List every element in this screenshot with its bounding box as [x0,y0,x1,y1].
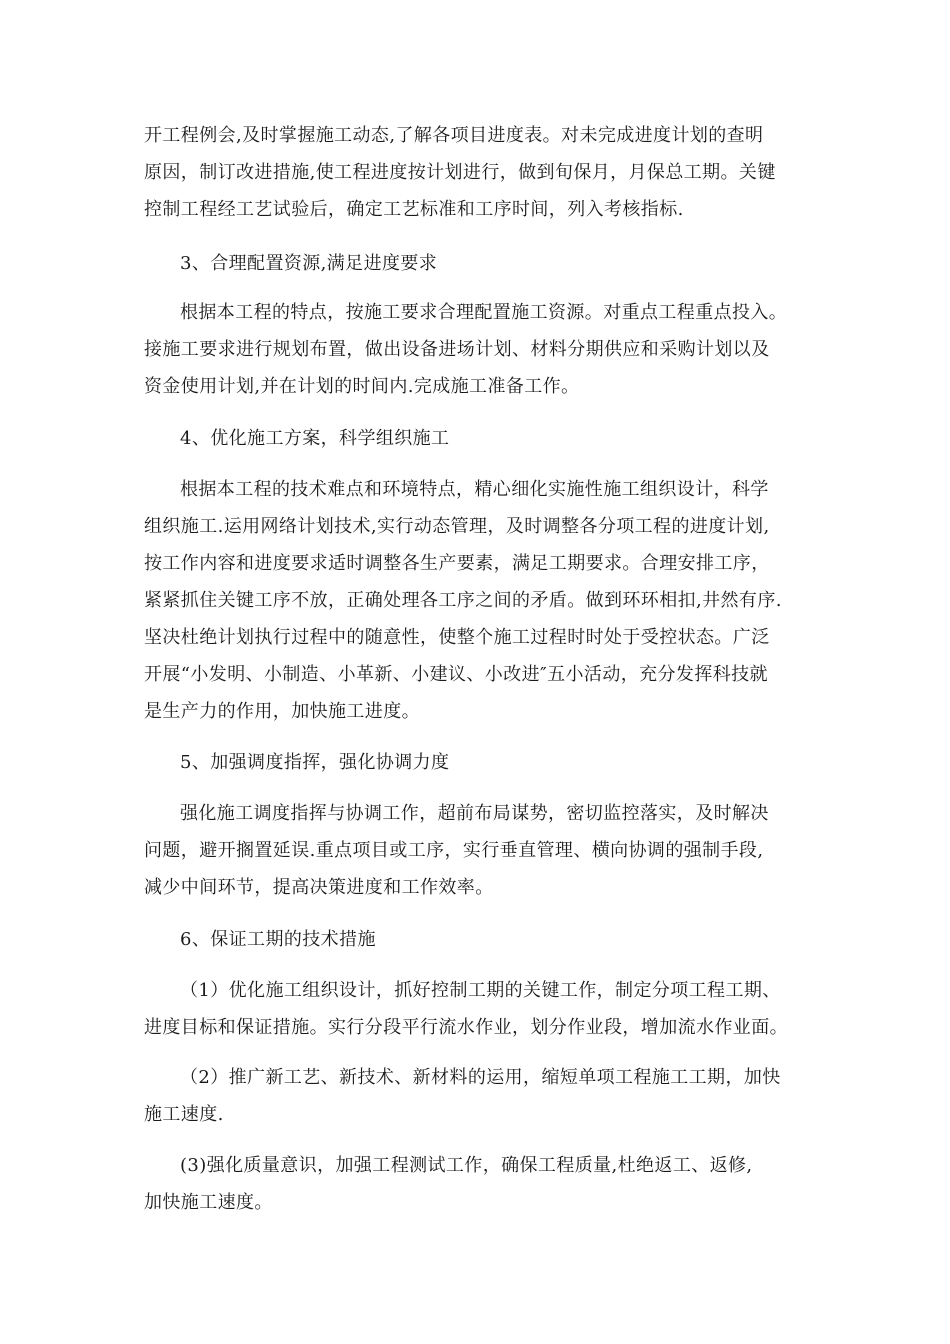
text-line: 接施工要求进行规划布置，做出设备进场计划、材料分期供应和采购计划以及 [144,339,770,360]
text-line: 紧紧抓住关键工序不放，正确处理各工序之间的矛盾。做到环环相扣,井然有序. [144,590,782,611]
text-line: 按工作内容和进度要求适时调整各生产要素，满足工期要求。合理安排工序， [144,553,770,574]
text-line: 问题，避开搁置延误.重点项目或工序，实行垂直管理、横向协调的强制手段, [144,840,764,861]
text-line: (3)强化质量意识，加强工程测试工作，确保工程质量,杜绝返工、返修, [180,1155,753,1176]
text-line: 根据本工程的技术难点和环境特点，精心细化实施性施工组织设计，科学 [180,479,769,500]
text-line: 开展“小发明、小制造、小革新、小建议、小改进″五小活动，充分发挥科技就 [144,664,768,685]
text-line: 开工程例会,及时掌握施工动态,了解各项目进度表。对未完成进度计划的查明 [144,125,764,146]
text-line: （1）优化施工组织设计，抓好控制工期的关键工作，制定分项工程工期、 [180,980,781,1001]
text-line: 减少中间环节，提高决策进度和工作效率。 [144,877,494,898]
text-line: 坚决杜绝计划执行过程中的随意性，使整个施工过程时时处于受控状态。广泛 [144,627,770,648]
text-line: 加快施工速度。 [144,1192,273,1213]
text-line: 资金使用计划,并在计划的时间内.完成施工准备工作。 [144,376,580,397]
section-heading: 4、优化施工方案，科学组织施工 [180,428,450,449]
text-line: 组织施工.运用网络计划技术,实行动态管理，及时调整各分项工程的进度计划, [144,516,770,537]
text-line: （2）推广新工艺、新技术、新材料的运用，缩短单项工程施工工期，加快 [180,1067,781,1088]
section-heading: 5、加强调度指挥，强化协调力度 [180,752,450,773]
section-heading: 3、合理配置资源,满足进度要求 [180,253,438,274]
text-line: 控制工程经工艺试验后，确定工艺标准和工序时间，列入考核指标. [144,199,684,220]
text-line: 进度目标和保证措施。实行分段平行流水作业，划分作业段，增加流水作业面。 [144,1017,788,1038]
section-heading: 6、保证工期的技术措施 [180,929,376,950]
text-line: 施工速度. [144,1104,224,1125]
text-line: 是生产力的作用，加快施工进度。 [144,701,420,722]
text-line: 根据本工程的特点，按施工要求合理配置施工资源。对重点工程重点投入。 [180,302,788,323]
text-line: 强化施工调度指挥与协调工作，超前布局谋势，密切监控落实，及时解决 [180,803,769,824]
text-line: 原因，制订改进措施,使工程进度按计划进行，做到旬保月，月保总工期。关键 [144,162,776,183]
